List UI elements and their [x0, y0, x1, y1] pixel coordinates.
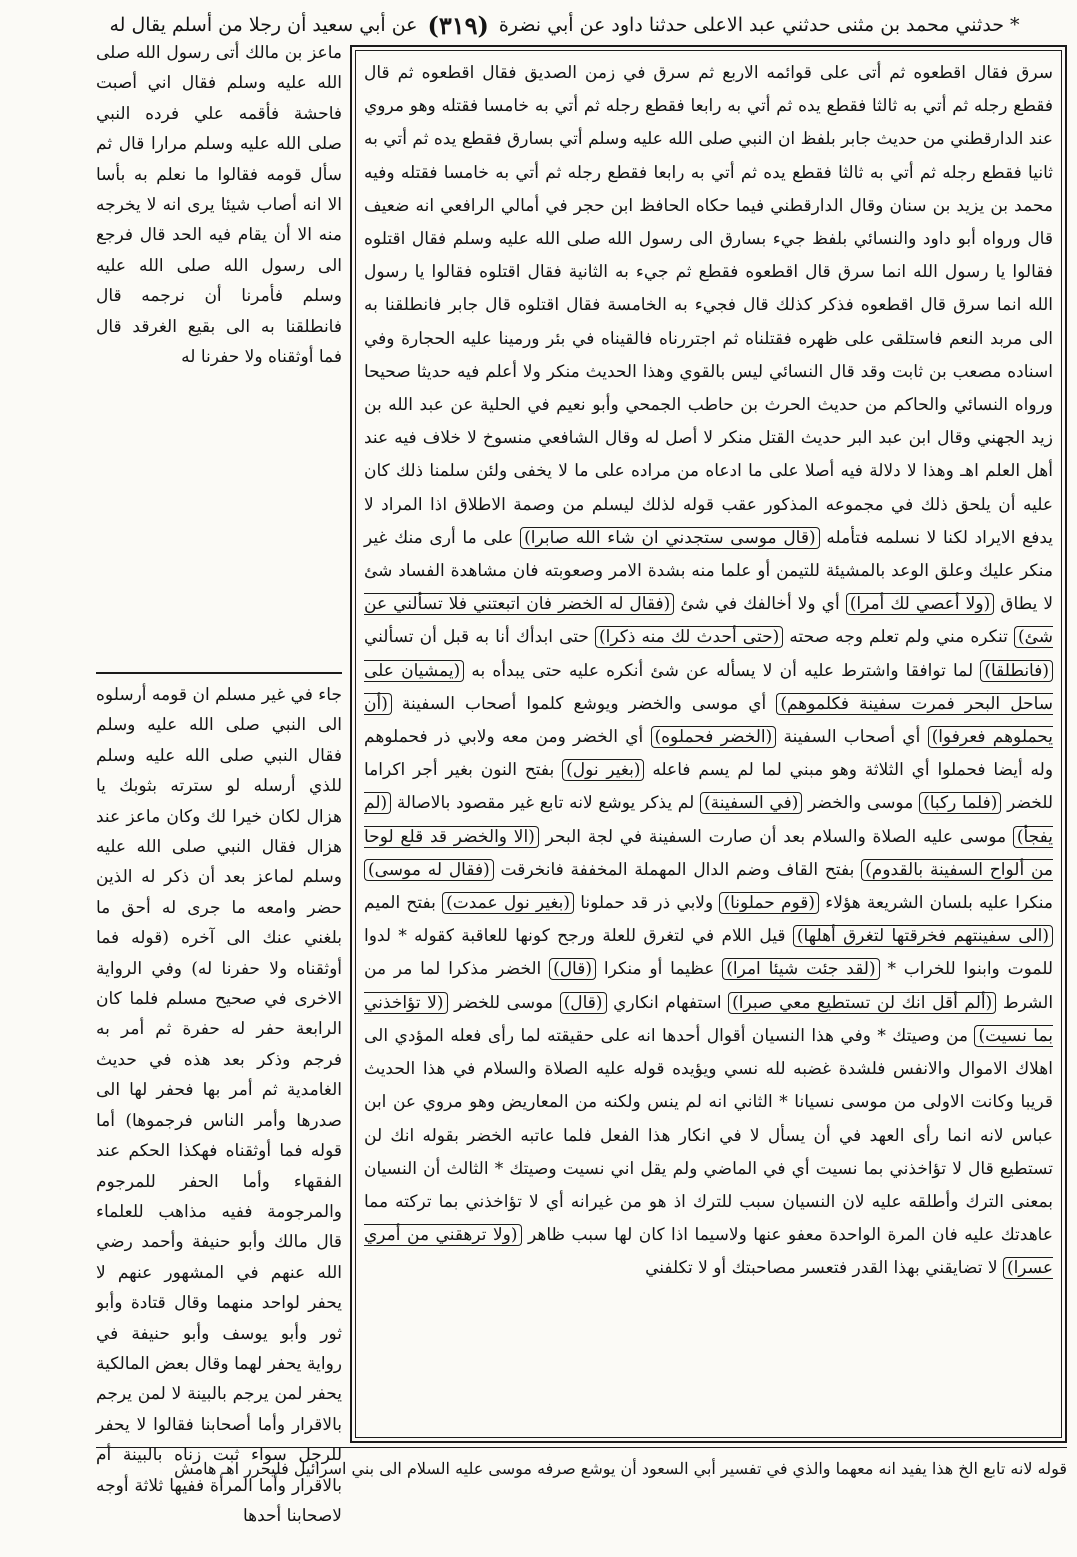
- main-text-segment: أي أصحاب السفينة: [783, 727, 921, 748]
- main-text-segment: سرق فقال اقطعوه ثم أتى على قوائمه الاربع ثم سرق في زمن الصديق فقال اقطعوه ثم قال فقطع رجله ثم أتي به ثالثا فقطع يده ثم أتي به رابعا فقطع رجله ثم أتي به خامسا فقتله وهو مروي عند الدارقطني من حديث جابر بلفظ ان النبي صلى الله عليه وسلم أتي بسارق فقطع يده ثم أتي به ثانيا فقطع رجله ثم أتي به ثالثا فقطع يده ثم أتي به رابعا فقطع رجله ثم أتي به خامسا فقتله وفيه محمد بن يزيد بن سنان وقال الدارقطني فيما حكاه الحافظ ابن حجر في أمالي الرافعي انه ضعيف قال ورواه أبو داود والنسائي بلفظ جيء بسارق الى رسول الله صلى الله عليه وسلم فقال اقتلوه فقالوا يا رسول الله انما سرق قال اقطعوه فقطع ثم جيء به الثانية فقال اقتلوه فقالوا يا رسول الله انما سرق قال اقطعوه فذكر كذلك قال فجيء به الخامسة فقال اقتلوه قال جابر فانطلقنا به الى مربد النعم فاستلقى على ظهره فقتلناه ثم اجتررناه فالقيناه في بئر ورمينا عليه الحجارة وفي اسناده مصعب بن ثابت وقد قال النسائي ليس بالقوي وهذا الحديث منكر ولا أعلم فيه حديثا صحيحا ورواه النسائي والحاكم من حديث الحرث بن حاطب الجمحي وأبو نعيم في الحلية عن عبد الله بن زيد الجهني وقال ابن عبد البر حديث القتل منكر لا أصل له وقال الشافعي منسوخ لا خلاف فيه عند أهل العلم اهـ وهذا لا دلالة فيه أصلا على ما ادعاه من مراده على ما لا يخفى ولئن سلمنا ذلك كان عليه أن يلحق ذلك في مجموعه المذكور عقب قوله لذلك ليسلم من وصمة الاطلاق اذا المراد لا يدفع الايراد لكنا لا نسلمه فتأمله: [364, 63, 1054, 548]
- quoted-matn: (فقال له موسى): [364, 859, 494, 881]
- footnote-divider: [96, 1447, 1067, 1448]
- main-text-segment: موسى عليه الصلاة والسلام بعد أن صارت السفينة في لجة البحر: [545, 826, 1007, 847]
- quoted-matn: (ألم أقل انك لن تستطيع معي صبرا): [728, 992, 996, 1014]
- main-text-segment: استفهام انكاري: [613, 992, 722, 1013]
- main-paragraph: [364, 57, 1053, 1286]
- main-text-segment: بفتح الميم: [364, 893, 436, 914]
- main-commentary: [364, 57, 1053, 1433]
- quoted-matn: (الخضر فحملوه): [651, 726, 777, 748]
- main-text-segment: منكرا عليه بلسان الشريعة هؤلاء: [825, 893, 1054, 914]
- main-text-segment: قيل اللام في لتغرق للعلة ورجح كونها للعاقبة كقوله * لدوا للموت وابنوا للخراب *: [364, 926, 1054, 980]
- quoted-matn: (فانطلقا): [980, 660, 1053, 682]
- main-text-segment: الخضر مذكرا لما مر من الشرط: [364, 959, 1054, 1013]
- footnote: قوله لانه تابع الخ هذا يفيد انه معهما والذي في تفسير أبي السعود أن يوشع صرفه موسى عليه السلام الى بني اسرائيل فليحرر اهـ هامش: [174, 1459, 1067, 1478]
- quoted-matn: (حتى أحدث لك منه ذكرا): [595, 626, 783, 648]
- quoted-matn: (بغير نول): [562, 759, 644, 781]
- header-text-left: عن أبي سعيد أن رجلا من أسلم يقال له: [109, 14, 418, 36]
- quoted-matn: (فقال له الخضر فان اتبعتني فلا تسألني عن شئ): [364, 594, 1054, 648]
- header-star: *: [1010, 14, 1020, 36]
- quoted-matn: (الى سفينتهم فخرقتها لتغرق أهلها): [793, 925, 1053, 947]
- quoted-matn: (قال موسى ستجدني ان شاء الله صابرا): [520, 527, 820, 549]
- quoted-matn: (ولا أعصي لك أمرا): [846, 593, 994, 615]
- main-text-segment: أي موسى والخضر ويوشع كلموا أصحاب السفينة: [401, 693, 767, 714]
- quoted-matn: (لا تؤاخذني بما نسيت): [364, 992, 1053, 1046]
- quoted-matn: (في السفينة): [700, 792, 802, 814]
- main-text-segment: لما توافقا واشترط عليه أن لا يسأله عن شئ أنكره عليه حتى يبدأه به: [471, 660, 974, 681]
- quoted-matn: (أن يحملوهم فعرفوا): [364, 693, 1053, 748]
- main-text-segment: بفتح النون بغير أجر اكراما للخضر: [364, 760, 1054, 814]
- main-text-segment: أي الخضر ومن معه ولابي ذر فحملوهم وله أيضا فحملوا أي الثلاثة وهو مبني لما لم يسم فاعله: [364, 727, 1054, 781]
- quoted-matn: (لم يفجأ): [364, 793, 1053, 847]
- main-text-segment: موسى والخضر: [808, 793, 914, 814]
- main-text-segment: بفتح القاف وضم الدال المهملة المخففة فانخرقت: [500, 859, 855, 880]
- main-text-segment: على ما أرى منك غير منكر عليك وعلق الوعد بالمشيئة للتيمن أو علما منه بشدة الامر وصعوبته فان مشاهدة الفساد شئ لا يطاق: [364, 527, 1054, 615]
- main-text-segment: حتى ابدأك أنا به قبل أن تسألني: [364, 627, 589, 648]
- quoted-matn: (قال): [560, 992, 607, 1014]
- quoted-matn: (فلما ركبا): [919, 792, 1001, 814]
- main-text-segment: تنكره مني ولم تعلم وجه صحته: [789, 627, 1008, 648]
- main-text-segment: ولابي ذر قد حملونا: [580, 893, 714, 914]
- quoted-matn: (قال): [549, 958, 596, 980]
- header-text-right: حدثني محمد بن مثنى حدثني عبد الاعلى حدثنا داود عن أبي نضرة: [498, 14, 1005, 36]
- main-text-segment: لا تضايقني بهذا القدر فتعسر مصاحبتك أو لا تكلفني: [645, 1258, 998, 1279]
- margin-text-bottom: جاء في غير مسلم ان قومه أرسلوه الى النبي صلى الله عليه وسلم فقال النبي صلى الله عليه وسلم للذي أرسله لو سترته بثوبك يا هزال لكان خيرا لك وكان ماعز عند هزال فقال النبي صلى الله عليه وسلم لماعز بعد أن ذكر له الذين حضر وامعه ما جرى له أحق ما بلغني عنك الى آخره (قوله فما أوثقناه ولا حفرنا له) وفي الرواية الاخرى في صحيح مسلم فلما كان الرابعة حفر له حفرة ثم أمر به فرجم وذكر بعد هذه في حديث الغامدية ثم أمر بها فحفر لها الى صدرها وأمر الناس فرجموها) أما قوله فما أوثقناه فهكذا الحكم عند الفقهاء وأما الحفر للمرجوم والمرجومة ففيه مذاهب للعلماء قال مالك وأبو حنيفة وأحمد رضي الله عنهم في المشهور عنهم لا يحفر لواحد منهما وقال قتادة وأبو ثور وأبو يوسف وأبو حنيفة في رواية يحفر لهما وقال بعض المالكية يحفر لمن يرجم بالبينة لا لمن يرجم بالاقرار وأما أصحابنا فقالوا لا يحفر للرجل سواء ثبت زناه بالبينة أم بالاقرار وأما المرأة ففيها ثلاثة أوجه لاصحابنا أحدها: [96, 685, 342, 1526]
- quoted-matn: (قوم حملونا): [719, 892, 819, 914]
- main-text-segment: من وصيتك * وفي هذا النسيان أقوال أحدها انه على حقيقته لما رأى فعله المؤدي الى اهلاك الاموال والانفس فلشدة غضبه لله نسي ويؤيده قوله عليه الصلاة والسلام في هذا الحديث قريبا وكانت الاولى من موسى نسيانا * الثاني انه لم ينس ولكنه من المعاريض وهو مروي عن ابن عباس لانه انما رأى العهد في أن يسأل لا في انكار هذا الفعل فلما عاتبه الخضر بقوله انك لن تستطيع قال لا تؤاخذني بما نسيت أي في الماضي ولم يقل اني نسيت وصيتك * الثالث أن النسيان بمعنى الترك وأطلقه عليه لان النسيان سبب للترك اذ هو من غيرانه أي لا تؤاخذني بما تركته مما عاهدتك عليه فان المرة الواحدة معفو عنها ولاسيما اذا كان لها سبب ظاهر: [364, 1025, 1053, 1246]
- page-number: (٣١٩): [427, 10, 489, 40]
- main-text-segment: أي ولا أخالفك في شئ: [680, 594, 840, 615]
- quoted-matn: (يمشيان على ساحل البحر فمرت سفينة فكلموهم): [364, 660, 1054, 714]
- main-text-frame: [350, 45, 1067, 1443]
- main-text-segment: لم يذكر يوشع لانه تابع غير مقصود بالاصالة: [396, 793, 695, 814]
- quoted-matn: (ولا ترهقني من أمري عسرا): [364, 1225, 1053, 1279]
- quoted-matn: (الا والخضر قد قلع لوحا من ألواح السفينة بالقدوم): [364, 826, 1054, 880]
- quoted-matn: (بغير نول عمدت): [442, 892, 574, 914]
- main-text-segment: موسى للخضر: [454, 992, 553, 1013]
- main-text-segment: عظيما أو منكرا: [603, 959, 715, 980]
- margin-text-top: ماعز بن مالك أتى رسول الله صلى الله عليه وسلم فقال اني أصبت فاحشة فأقمه علي فرده النبي صلى الله عليه وسلم مرارا قال ثم سأل قومه فقالوا ما نعلم به بأسا الا انه أصاب شيئا يرى انه لا يخرجه منه الا أن يقام فيه الحد قال فرجع الى رسول الله صلى الله عليه وسلم فأمرنا أن نرجمه قال فانطلقنا به الى بقيع الغرقد قال فما أوثقناه ولا حفرنا له: [96, 43, 342, 368]
- margin-divider: [96, 672, 342, 674]
- quoted-matn: (لقد جئت شيئا امرا): [722, 958, 879, 980]
